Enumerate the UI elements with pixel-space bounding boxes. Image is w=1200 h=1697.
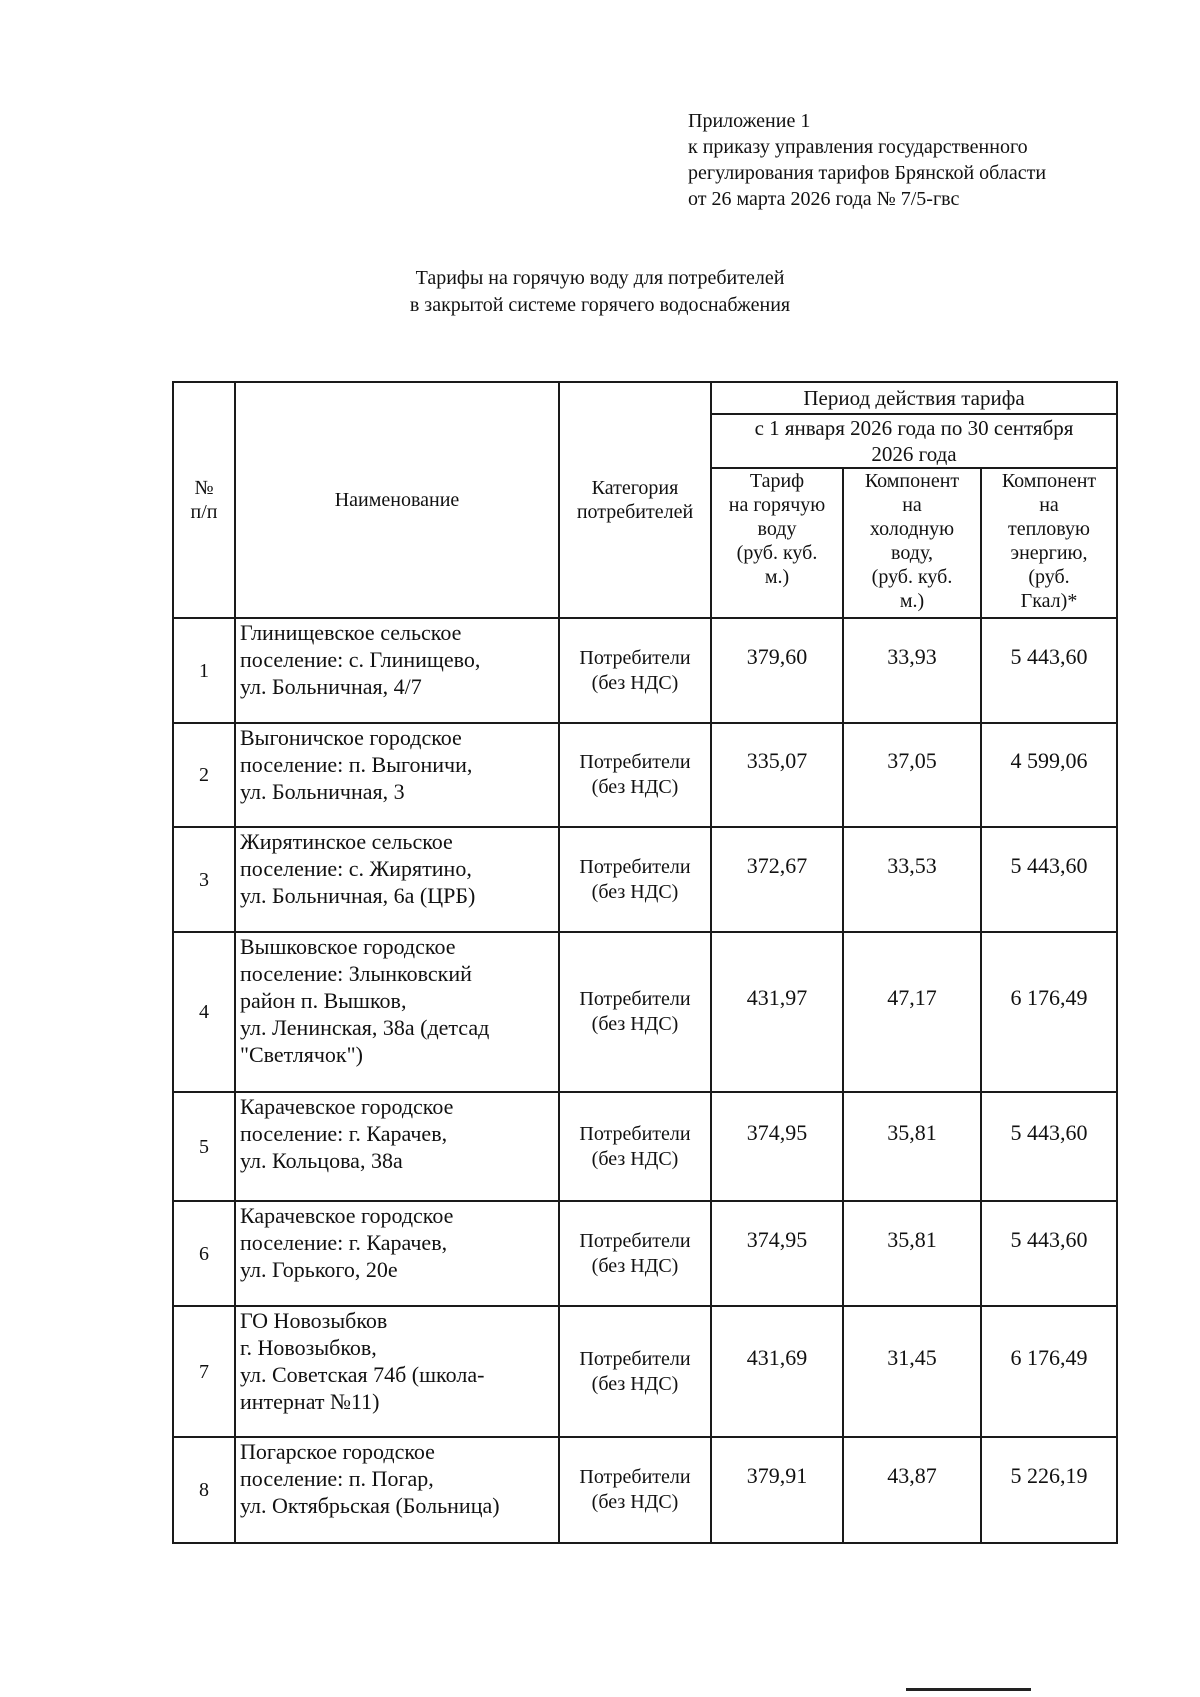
row-name-line: "Светлячок") (240, 1042, 363, 1067)
header-num-line: № (194, 477, 214, 499)
row-heat (981, 1306, 1117, 1437)
header-range (711, 414, 1117, 468)
row-num: 5 (173, 1092, 235, 1201)
row-category-line: Потребители (579, 855, 691, 878)
row-cold-value: 35,81 (887, 1226, 937, 1252)
row-num: 8 (173, 1437, 235, 1543)
row-cold (843, 1201, 981, 1306)
table-row (173, 723, 1117, 827)
row-category-line: (без НДС) (591, 1491, 679, 1513)
row-tariff (711, 618, 843, 723)
row-cold (843, 1437, 981, 1543)
header-num-line: п/п (190, 501, 218, 523)
header-name: Наименование (235, 382, 559, 618)
table-body (173, 618, 1117, 1543)
row-cold-value: 43,87 (887, 1463, 937, 1488)
row-category-line: Потребители (579, 1229, 691, 1252)
row-heat (981, 1092, 1117, 1201)
row-name-line: ГО Новозыбков (240, 1308, 388, 1333)
row-name-line: Выгоничское городское (240, 725, 462, 750)
row-heat (981, 1201, 1117, 1306)
row-heat (981, 1437, 1117, 1543)
row-category (559, 1437, 711, 1543)
row-name (235, 618, 559, 723)
header-num (173, 382, 235, 618)
row-heat-value: 5 443,60 (1010, 1119, 1088, 1145)
row-tariff-value: 431,69 (746, 1344, 808, 1370)
table-row (173, 1306, 1117, 1437)
row-tariff (711, 932, 843, 1092)
row-tariff-value: 372,67 (746, 852, 808, 878)
row-num: 1 (173, 618, 235, 723)
row-cold (843, 618, 981, 723)
header-cold-line: на (902, 494, 922, 516)
header-cold-line: м.) (899, 590, 925, 612)
row-num: 3 (173, 827, 235, 932)
header-tariff (711, 468, 843, 618)
row-category-line: Потребители (579, 751, 691, 773)
header-cold-component (843, 468, 981, 618)
header-tariff-line: м.) (764, 566, 790, 588)
row-category (559, 1092, 711, 1201)
row-name-line: поселение: г. Карачев, (240, 1121, 448, 1146)
row-category-line: Потребители (579, 1466, 691, 1488)
header-heat-line: Гкал)* (1020, 590, 1078, 612)
row-heat-value: 6 176,49 (1010, 985, 1088, 1010)
row-tariff-value: 379,91 (746, 1463, 808, 1488)
header-cold-line: (руб. куб. (871, 566, 953, 588)
header-cold-line: холодную (869, 518, 955, 540)
header-tariff-line: воду (757, 518, 797, 540)
row-name (235, 1437, 559, 1543)
appendix-line: от 26 марта 2026 года № 7/5-гвс (688, 188, 960, 210)
title-line: Тарифы на горячую воду для потребителей (415, 267, 785, 289)
row-name-line: ул. Ленинская, 38а (детсад (240, 1015, 490, 1040)
row-tariff (711, 1092, 843, 1201)
row-name (235, 723, 559, 827)
row-name-line: поселение: г. Карачев, (240, 1230, 448, 1255)
row-cold-value: 31,45 (887, 1344, 937, 1370)
row-name-line: район п. Вышков, (240, 988, 407, 1013)
row-category-line: Потребители (579, 1347, 691, 1370)
row-tariff (711, 1306, 843, 1437)
header-heat-line: тепловую (1007, 518, 1090, 540)
row-name (235, 1306, 559, 1437)
row-cold-value: 37,05 (887, 748, 937, 773)
row-category-line: (без НДС) (591, 1013, 679, 1035)
row-category-line: (без НДС) (591, 1372, 679, 1395)
row-heat (981, 932, 1117, 1092)
row-heat-value: 6 176,49 (1010, 1344, 1088, 1370)
table-row (173, 1092, 1117, 1201)
row-cold (843, 1306, 981, 1437)
row-category-line: (без НДС) (591, 1147, 679, 1170)
row-category (559, 723, 711, 827)
document-title (0, 265, 1200, 319)
table-row (173, 1437, 1117, 1543)
row-name (235, 1201, 559, 1306)
row-heat-value: 5 443,60 (1010, 852, 1088, 878)
row-cold (843, 1092, 981, 1201)
header-range-line: с 1 января 2026 года по 30 сентября (754, 416, 1074, 440)
table-row (173, 1201, 1117, 1306)
row-heat-value: 5 443,60 (1010, 1226, 1088, 1252)
row-tariff-value: 374,95 (746, 1119, 808, 1145)
header-heat-line: на (1039, 494, 1059, 516)
appendix-line: к приказу управления государственного (688, 136, 1028, 158)
row-cold-value: 35,81 (887, 1119, 937, 1145)
title-line: в закрытой системе горячего водоснабжения (409, 294, 791, 316)
row-category-line: (без НДС) (591, 776, 679, 798)
row-name-line: г. Новозыбков, (240, 1335, 377, 1360)
appendix-line: Приложение 1 (688, 110, 811, 132)
header-tariff-line: на горячую (728, 494, 826, 516)
row-name-line: Карачевское городское (240, 1094, 454, 1119)
row-heat (981, 827, 1117, 932)
header-heat-line: (руб. (1028, 566, 1070, 588)
header-cold-line: воду, (891, 542, 933, 564)
row-tariff-value: 335,07 (746, 748, 808, 773)
row-name-line: поселение: п. Погар, (240, 1466, 434, 1491)
row-category (559, 932, 711, 1092)
row-name-line: Погарское городское (240, 1439, 435, 1464)
row-heat-value: 4 599,06 (1010, 748, 1088, 773)
row-name-line: ул. Октябрьская (Больница) (240, 1493, 500, 1518)
header-heat-component (981, 468, 1117, 618)
tariffs-table (172, 381, 1118, 1544)
row-tariff (711, 827, 843, 932)
row-tariff-value: 431,97 (746, 985, 808, 1010)
row-category (559, 1306, 711, 1437)
table-row (173, 827, 1117, 932)
row-num: 4 (173, 932, 235, 1092)
header-period: Период действия тарифа (711, 382, 1117, 414)
row-tariff-value: 374,95 (746, 1226, 808, 1252)
page-footer-rule (906, 1688, 1031, 1691)
row-name-line: ул. Кольцова, 38а (240, 1148, 403, 1173)
row-heat-value: 5 226,19 (1010, 1463, 1088, 1488)
row-name-line: Глинищевское сельское (240, 620, 462, 645)
header-range-line: 2026 года (871, 442, 957, 466)
row-name-line: ул. Больничная, 6а (ЦРБ) (240, 883, 476, 908)
row-num: 6 (173, 1201, 235, 1306)
row-category (559, 827, 711, 932)
table-header (173, 382, 1117, 618)
row-name-line: ул. Советская 74б (школа- (240, 1362, 485, 1387)
row-cold (843, 723, 981, 827)
row-name (235, 1092, 559, 1201)
row-heat (981, 618, 1117, 723)
row-name-line: ул. Больничная, 4/7 (240, 674, 422, 699)
row-category-line: Потребители (579, 988, 691, 1010)
row-category-line: Потребители (579, 1122, 691, 1145)
row-name-line: Вышковское городское (240, 934, 456, 959)
row-category-line: (без НДС) (591, 671, 679, 694)
appendix-line: регулирования тарифов Брянской области (688, 162, 1047, 184)
header-category-line: потребителей (576, 501, 694, 523)
row-name (235, 932, 559, 1092)
row-cold-value: 33,93 (887, 643, 937, 669)
row-category (559, 1201, 711, 1306)
header-heat-line: Компонент (1001, 470, 1097, 492)
row-name-line: ул. Больничная, 3 (240, 779, 405, 804)
row-name-line: поселение: с. Жирятино, (240, 856, 472, 881)
row-tariff (711, 723, 843, 827)
table-row (173, 932, 1117, 1092)
appendix-block (688, 108, 1046, 212)
row-num: 7 (173, 1306, 235, 1437)
row-heat-value: 5 443,60 (1010, 643, 1088, 669)
header-category-line: Категория (591, 477, 679, 499)
row-category-line: Потребители (579, 646, 691, 669)
row-name-line: ул. Горького, 20е (240, 1257, 398, 1282)
row-name-line: поселение: Злынковский (240, 961, 472, 986)
row-name-line: поселение: с. Глинищево, (240, 647, 481, 672)
row-cold (843, 827, 981, 932)
row-tariff-value: 379,60 (746, 643, 808, 669)
row-category-line: (без НДС) (591, 880, 679, 903)
row-name-line: интернат №11) (240, 1389, 380, 1414)
header-cold-line: Компонент (864, 470, 960, 492)
header-tariff-line: Тариф (749, 470, 805, 492)
row-name-line: поселение: п. Выгоничи, (240, 752, 473, 777)
row-cold (843, 932, 981, 1092)
header-category (559, 382, 711, 618)
header-heat-line: энергию, (1010, 542, 1088, 564)
row-tariff (711, 1201, 843, 1306)
row-name-line: Жирятинское сельское (240, 829, 453, 854)
row-num: 2 (173, 723, 235, 827)
row-cold-value: 47,17 (887, 985, 937, 1010)
row-category (559, 618, 711, 723)
row-heat (981, 723, 1117, 827)
row-cold-value: 33,53 (887, 852, 937, 878)
row-name (235, 827, 559, 932)
row-category-line: (без НДС) (591, 1254, 679, 1277)
row-tariff (711, 1437, 843, 1543)
table-row (173, 618, 1117, 723)
header-tariff-line: (руб. куб. (736, 542, 818, 564)
row-name-line: Карачевское городское (240, 1203, 454, 1228)
